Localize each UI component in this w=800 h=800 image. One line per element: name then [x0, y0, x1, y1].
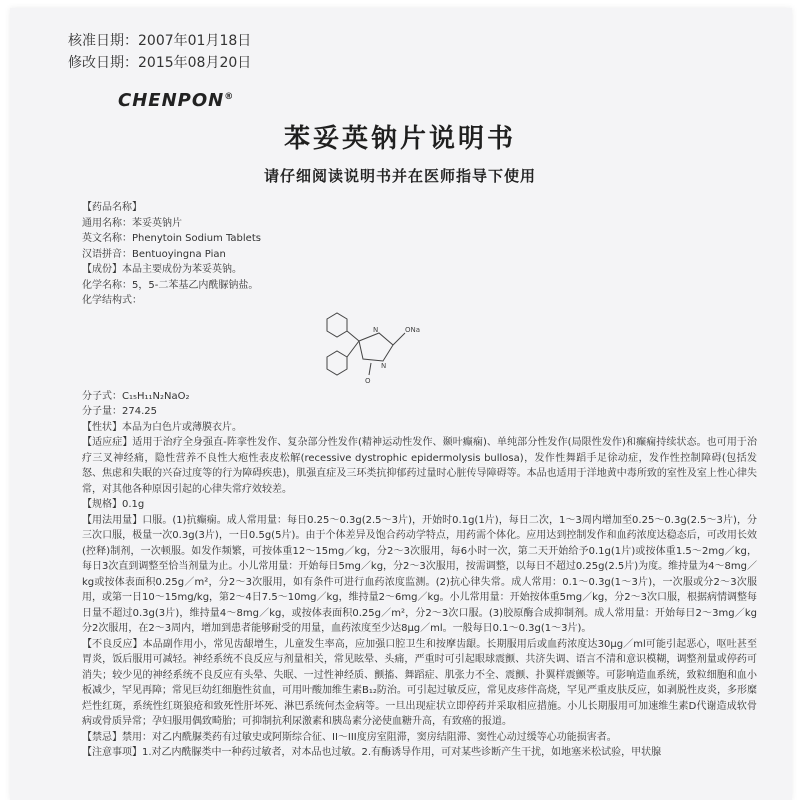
structure-na-label: ONa [405, 325, 421, 334]
molecular-weight: 分子量：274.25 [82, 406, 157, 417]
revision-date: 修改日期：2015年08月20日 [68, 55, 252, 71]
approval-date: 核准日期：2007年01月18日 [68, 33, 252, 49]
pinyin-name: 汉语拼音：Bentuoyingna Pian [82, 248, 226, 260]
brand-name: CHENPON [118, 90, 225, 111]
english-name: 英文名称：Phenytoin Sodium Tablets [82, 233, 261, 244]
structure-label: 化学结构式： [82, 295, 142, 306]
appearance: 【性状】本品为白色片或薄膜衣片。 [82, 421, 242, 433]
molecular-formula: 分子式：C₁₅H₁₁N₂NaO₂ [82, 390, 190, 402]
chemical-name: 化学名称：5，5-二苯基乙内酰脲钠盐。 [82, 279, 259, 291]
svg-text:N: N [373, 325, 379, 334]
date-block [68, 30, 251, 74]
precautions: 【注意事项】1.对乙内酰脲类中一种药过敏者，对本品也过敏。2.有酶诱导作用，可对某些诊断产生干扰，如地塞米松试验，甲状腺 [82, 747, 662, 758]
specification: 【规格】0.1g [82, 499, 145, 510]
svg-text:O: O [365, 376, 371, 385]
structure-diagram [307, 311, 437, 389]
document-title: 苯妥英钠片说明书 [283, 124, 516, 154]
document-subtitle: 请仔细阅读说明书并在医师指导下使用 [263, 167, 536, 185]
generic-name: 通用名称：苯妥英钠片 [82, 217, 182, 229]
indications: 【适应症】适用于治疗全身强直-阵挛性发作、复杂部分性发作(精神运动性发作、颞叶癫痫)、单纯部分性发作(局限性发作)和癫痫持续状态。也可用于治疗三叉神经痛，隐性营养不良性大疱性表皮松解(recessive dystrophic epidermolysis bullosa)，发作性舞蹈手足徐动症，发作性控制障碍(包括发怒、焦虑和失眠的兴奋过度等的行为障碍疾患)，肌强直症及三环类抗抑郁药过量时心脏传导障碍等。本品也适用于洋地黄中毒所致的室性及室上性心律失常，对其他各种原因引起的心律失常疗效较差。 [82, 437, 757, 495]
phenyl-ring-bottom [327, 351, 347, 375]
leaflet-content [82, 200, 757, 761]
phenyl-ring-top [327, 313, 347, 337]
drug-name-heading: 【药品名称】 [82, 202, 142, 213]
brand-logo [118, 90, 234, 111]
contraindications: 【禁忌】禁用：对乙内酰脲类药有过敏史或阿斯综合征、II～III度房室阻滞，窦房结阻滞、窦性心动过缓等心功能损害者。 [82, 731, 617, 743]
dosage-administration: 【用法用量】口服。(1)抗癫痫。成人常用量：每日0.25～0.3g(2.5～3片)，开始时0.1g(1片)，每日二次，1～3周内增加至0.25～0.3g(2.5～3片)，分三次口服，极量一次0.3g(3片)，一日0.5g(5片)。由于个体差异及饱合药动学特点，用药需个体化。应用达到控制发作和血药浓度达稳态后，可改用长效(控释)制剂，一次顿服。如发作频繁，可按体重12～15mg／kg，分2～3次服用，每6小时一次，第二天开始给予0.1g(1片)或按体重1.5～2mg／kg，每日3次直到调整至恰当剂量为止。小儿常用量：开始每日5mg／kg，分2～3次服用，按需调整，以每日不超过0.25g(2.5片)为度。维持量为4～8mg／kg或按体表面积0.25g／m²，分2～3次服用，如有条件可进行血药浓度监测。(2)抗心律失常。成人常用：0.1～0.3g(1～3片)，一次服或分2～3次服用，或第一日10～15mg/kg，第2～4日7.5～10mg／kg，维持量2～6mg／kg。小儿常用量：开始按体重5mg／kg，分2～3次口服，根据病情调整每日量不超过0.3g(3片)，维持量4～8mg／kg，或按体表面积0.25g／m²，分2～3次口服。(3)胶原酶合成抑制剂。成人常用量：开始每日2～3mg／kg分2次服用，在2～3周内，增加到患者能够耐受的用量，血药浓度至少达8μg／ml。一般每日0.1～0.3g(1～3片)。 [82, 514, 757, 634]
adverse-reactions: 【不良反应】本品副作用小，常见齿龈增生，儿童发生率高，应加强口腔卫生和按摩齿龈。长期服用后或血药浓度达30μg／ml可能引起恶心，呕吐甚至胃炎，饭后服用可减轻。神经系统不良反应与剂量相关，常见眩晕、头痛，严重时可引起眼球震颤、共济失调、语言不清和意识模糊，调整剂量或停药可消失；较少见的神经系统不良反应有头晕、失眠、一过性神经质、颤搐、舞蹈症、肌张力不全、震颤、扑翼样震颤等。可影响造血系统，致粒细胞和血小板减少，罕见再障；常见巨幼红细胞性贫血，可用叶酸加维生素B₁₂防治。可引起过敏反应，常见皮疹伴高烧，罕见严重皮肤反应，如剥脱性皮炎，多形糜烂性红斑，系统性红斑狼疮和致死性肝坏死、淋巴系统何杰金病等。一旦出现症状立即停药并采取相应措施。小儿长期服用可加速维生素D代谢造成软骨病或骨质异常；孕妇服用偶致畸胎；可抑制抗利尿激素和胰岛素分泌使血糖升高，有致癌的报道。 [82, 638, 757, 727]
svg-text:N: N [381, 361, 387, 370]
hydantoin-ring [359, 333, 393, 361]
composition: 【成份】本品主要成份为苯妥英钠。 [82, 264, 242, 275]
chemical-structure [82, 309, 757, 389]
registered-mark: ® [224, 92, 235, 102]
